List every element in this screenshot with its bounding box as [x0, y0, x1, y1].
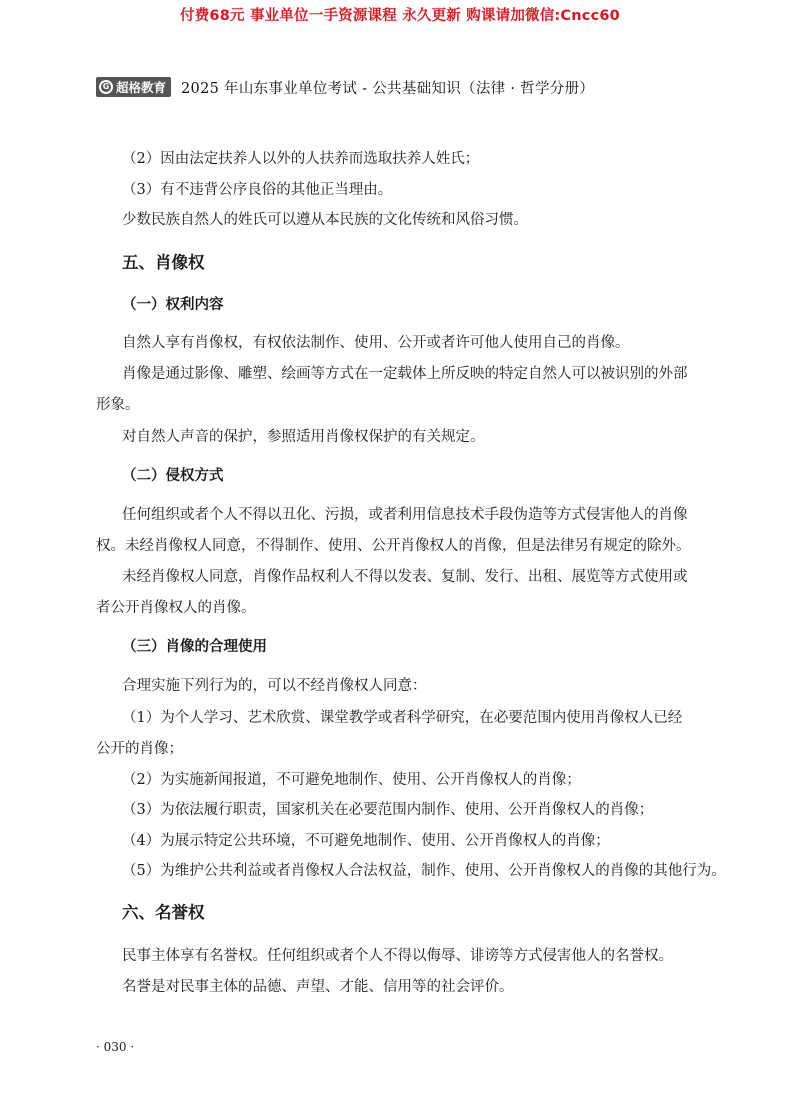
list-item: （4）为展示特定公共环境，不可避免地制作、使用、公开肖像权人的肖像； — [122, 833, 610, 849]
subsection-heading: （三）肖像的合理使用 — [122, 639, 267, 655]
paragraph-line: 名誉是对民事主体的品德、声望、才能、信用等的社会评价。 — [122, 979, 514, 995]
paragraph-line: 合理实施下列行为的，可以不经肖像权人同意： — [122, 678, 427, 694]
list-item: （5）为维护公共利益或者肖像权人合法权益，制作、使用、公开肖像权人的肖像的其他行为。 — [122, 863, 726, 879]
running-title: 2025 年山东事业单位考试 - 公共基础知识（法律 · 哲学分册） — [181, 80, 595, 97]
paragraph-line: 任何组织或者个人不得以丑化、污损，或者利用信息技术手段伪造等方式侵害他人的肖像 — [122, 507, 688, 523]
paragraph-line: 肖像是通过影像、雕塑、绘画等方式在一定载体上所反映的特定自然人可以被识别的外部 — [122, 366, 688, 382]
watermark-banner: 付费68元 事业单位一手资源课程 永久更新 购课请加微信:Cncc60 — [180, 8, 620, 24]
logo-icon: G — [99, 80, 113, 94]
list-item: （3）为依法履行职责，国家机关在必要范围内制作、使用、公开肖像权人的肖像； — [122, 802, 654, 818]
paragraph-line: 者公开肖像权人的肖像。 — [96, 600, 256, 616]
paragraph-line: 民事主体享有名誉权。任何组织或者个人不得以侮辱、诽谤等方式侵害他人的名誉权。 — [122, 948, 673, 964]
list-item: 公开的肖像； — [96, 741, 183, 757]
page-header — [96, 76, 716, 98]
paragraph-line: 权。未经肖像权人同意，不得制作、使用、公开肖像权人的肖像，但是法律另有规定的除外。 — [96, 538, 691, 554]
paragraph-line: 自然人享有肖像权，有权依法制作、使用、公开或者许可他人使用自己的肖像。 — [122, 335, 630, 351]
subsection-heading: （二）侵权方式 — [122, 468, 224, 484]
list-item: （2）为实施新闻报道，不可避免地制作、使用、公开肖像权人的肖像； — [122, 772, 581, 788]
list-item: （1）为个人学习、艺术欣赏、课堂教学或者科学研究，在必要范围内使用肖像权人已经 — [122, 710, 683, 726]
logo-text: 超格教育 — [116, 80, 167, 95]
paragraph-line: 未经肖像权人同意，肖像作品权利人不得以发表、复制、发行、出租、展览等方式使用或 — [122, 569, 688, 585]
paragraph-line: （3）有不违背公序良俗的其他正当理由。 — [122, 182, 393, 198]
section-heading: 五、肖像权 — [122, 253, 205, 272]
section-heading: 六、名誉权 — [122, 903, 205, 922]
paragraph-line: （2）因由法定扶养人以外的人扶养而选取扶养人姓氏； — [122, 151, 480, 167]
publisher-logo — [96, 77, 171, 97]
paragraph-line: 少数民族自然人的姓氏可以遵从本民族的文化传统和风俗习惯。 — [122, 212, 528, 228]
subsection-heading: （一）权利内容 — [122, 297, 224, 313]
paragraph-line: 对自然人声音的保护，参照适用肖像权保护的有关规定。 — [122, 429, 485, 445]
page-number: · 030 · — [96, 1040, 135, 1054]
paragraph-line: 形象。 — [96, 397, 140, 413]
